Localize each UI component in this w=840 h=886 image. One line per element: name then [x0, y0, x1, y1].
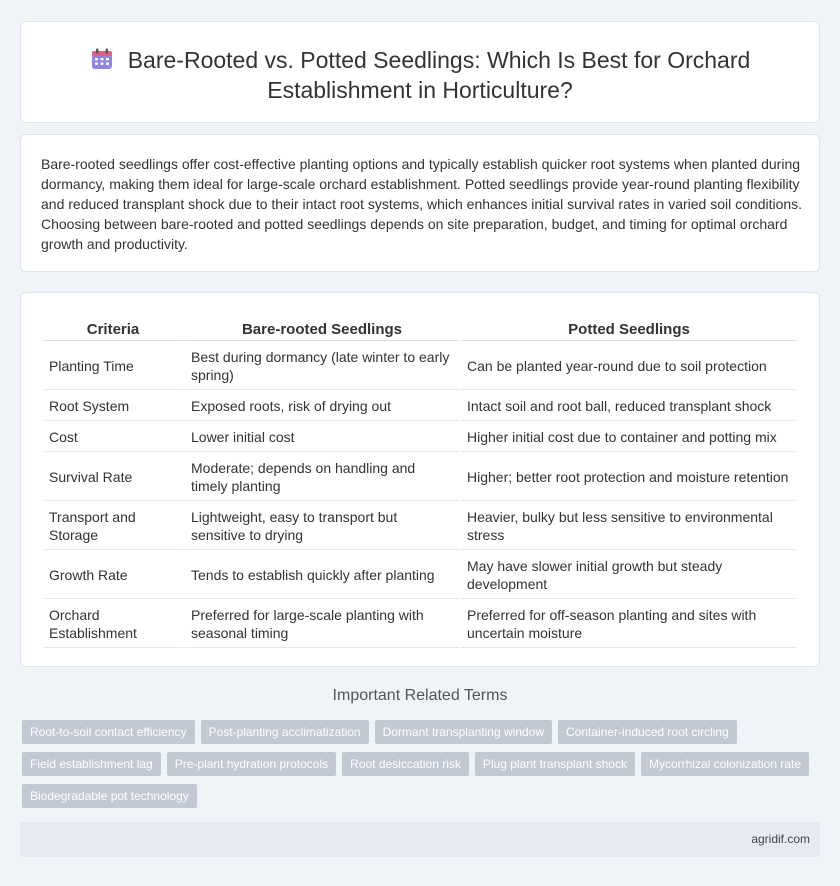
table-cell: Planting Time — [43, 343, 183, 390]
comparison-card — [20, 292, 820, 667]
calendar-icon — [90, 47, 114, 71]
table-cell: Transport and Storage — [43, 503, 183, 550]
comparison-table — [41, 315, 799, 650]
header-potted: Potted Seedlings — [461, 317, 797, 341]
table-cell: Lower initial cost — [185, 423, 459, 452]
related-term-tag[interactable]: Plug plant transplant shock — [475, 752, 635, 776]
table-row — [43, 503, 797, 550]
intro-paragraph: Bare-rooted seedlings offer cost-effective planting options and typically establish quicker root systems when planted during dormancy, making them ideal for large-scale orchard establishment. Potted seedlings provide year-round planting flexibility and reduced transplant shock due to their intact root systems, which enhances initial survival rates in varied soil conditions. Choosing between bare-rooted and potted seedlings depends on site preparation, budget, and timing for optimal orchard growth and productivity. — [41, 156, 803, 252]
related-terms-list — [22, 720, 822, 816]
table-cell: Tends to establish quickly after planting — [185, 552, 459, 599]
table-cell: Growth Rate — [43, 552, 183, 599]
footer-bar — [20, 822, 820, 857]
table-header-row — [43, 317, 797, 341]
related-term-tag[interactable]: Field establishment lag — [22, 752, 161, 776]
table-row — [43, 601, 797, 648]
table-cell: Higher initial cost due to container and potting mix — [461, 423, 797, 452]
related-term-tag[interactable]: Root desiccation risk — [342, 752, 469, 776]
table-cell: May have slower initial growth but steady development — [461, 552, 797, 599]
related-term-tag[interactable]: Pre-plant hydration protocols — [167, 752, 336, 776]
footer-site-link[interactable]: agridif.com — [751, 832, 810, 846]
table-row — [43, 392, 797, 421]
table-row — [43, 552, 797, 599]
header-bare-rooted: Bare-rooted Seedlings — [185, 317, 459, 341]
related-terms-heading: Important Related Terms — [332, 687, 508, 704]
header-criteria: Criteria — [43, 317, 183, 341]
table-cell: Root System — [43, 392, 183, 421]
title-line-2: Establishment in Horticulture? — [267, 77, 573, 103]
related-term-tag[interactable]: Dormant transplanting window — [375, 720, 552, 744]
table-cell: Survival Rate — [43, 454, 183, 501]
table-cell: Cost — [43, 423, 183, 452]
related-term-tag[interactable]: Post-planting acclimatization — [201, 720, 369, 744]
table-cell: Preferred for large-scale planting with seasonal timing — [185, 601, 459, 648]
table-cell: Moderate; depends on handling and timely planting — [185, 454, 459, 501]
table-cell: Exposed roots, risk of drying out — [185, 392, 459, 421]
page-title — [21, 45, 819, 105]
table-cell: Orchard Establishment — [43, 601, 183, 648]
table-row — [43, 454, 797, 501]
related-term-tag[interactable]: Container-induced root circling — [558, 720, 737, 744]
intro-card — [20, 134, 820, 272]
related-term-tag[interactable]: Root-to-soil contact efficiency — [22, 720, 195, 744]
table-cell: Higher; better root protection and moisture retention — [461, 454, 797, 501]
table-row — [43, 343, 797, 390]
title-card — [20, 21, 820, 123]
title-line-1: Bare-Rooted vs. Potted Seedlings: Which Is Best for Orchard — [127, 47, 751, 73]
table-row — [43, 423, 797, 452]
table-cell: Heavier, bulky but less sensitive to environmental stress — [461, 503, 797, 550]
related-term-tag[interactable]: Biodegradable pot technology — [22, 784, 197, 808]
table-cell: Intact soil and root ball, reduced transplant shock — [461, 392, 797, 421]
table-cell: Best during dormancy (late winter to early spring) — [185, 343, 459, 390]
related-term-tag[interactable]: Mycorrhizal colonization rate — [641, 752, 809, 776]
table-cell: Can be planted year-round due to soil protection — [461, 343, 797, 390]
table-cell: Preferred for off-season planting and sites with uncertain moisture — [461, 601, 797, 648]
table-cell: Lightweight, easy to transport but sensitive to drying — [185, 503, 459, 550]
